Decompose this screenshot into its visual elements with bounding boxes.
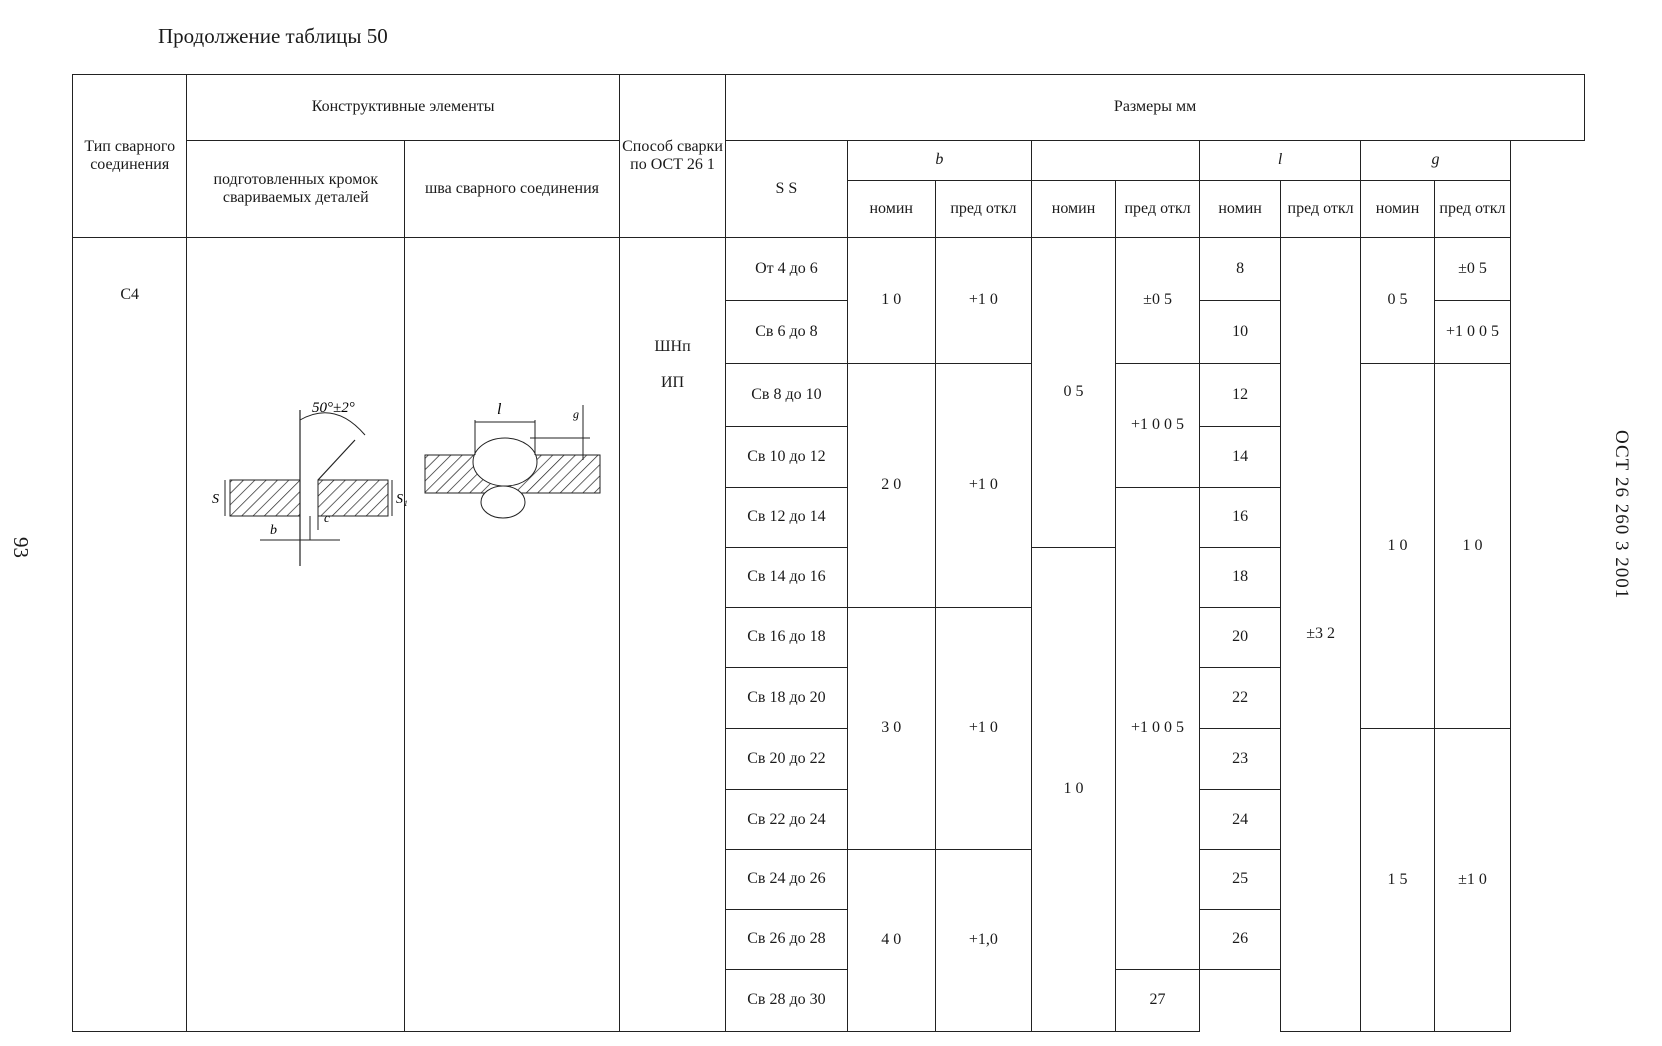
l-nom-12: 26 (1200, 910, 1281, 970)
b-label: b (270, 523, 277, 538)
l-nom-4: 14 (1200, 426, 1281, 487)
c-dev-2: +1 0 0 5 (1116, 363, 1200, 487)
c-dev-1: ±0 5 (1116, 237, 1200, 363)
c-dev-3: +1 0 0 5 (1116, 487, 1200, 969)
header-g-nom: номин (1361, 181, 1435, 238)
l-nom-6: 18 (1200, 547, 1281, 607)
prep-drawing-cell (187, 237, 405, 1031)
header-c-dev: пред откл (1116, 181, 1200, 238)
s-row-7: Св 16 до 18 (726, 607, 848, 668)
b-nom-4: 4 0 (847, 850, 935, 1032)
l-nom-13: 27 (1116, 969, 1200, 1031)
l-nom-11: 25 (1200, 850, 1281, 910)
header-l-nom: номин (1200, 181, 1281, 238)
weld-joint-drawing (425, 390, 625, 540)
s-row-1: От 4 до 6 (726, 237, 848, 300)
b-dev-1: +1 0 (935, 237, 1031, 363)
type-value: С4 (73, 237, 187, 1031)
header-b-dev: пред откл (935, 181, 1031, 238)
b-dev-2: +1 0 (935, 363, 1031, 607)
method-1: ШНп (654, 337, 691, 355)
l-nom-8: 22 (1200, 668, 1281, 729)
method-2: ИП (660, 374, 685, 392)
b-nom-1: 1 0 (847, 237, 935, 363)
s1-label: S₁ (396, 492, 408, 507)
g-nom-2: 1 0 (1361, 363, 1435, 729)
s-row-9: Св 20 до 22 (726, 729, 848, 790)
s-label: S (212, 492, 219, 507)
header-b-nom: номин (847, 181, 935, 238)
g-dev-4: ±1 0 (1435, 729, 1511, 1032)
s-row-2: Св 6 до 8 (726, 300, 848, 363)
l-nom-9: 23 (1200, 729, 1281, 790)
l-nom-10: 24 (1200, 790, 1281, 850)
angle-label: 50°±2° (312, 400, 355, 416)
s-row-13: Св 28 до 30 (726, 969, 848, 1031)
l-nom-5: 16 (1200, 487, 1281, 547)
l-nom-2: 10 (1200, 300, 1281, 363)
g-dev-3: 1 0 (1435, 363, 1511, 729)
g-nom-1: 0 5 (1361, 237, 1435, 363)
s-row-8: Св 18 до 20 (726, 668, 848, 729)
header-method: Способ сварки по ОСТ 26 1 (619, 75, 725, 238)
prep-edges-drawing (212, 390, 420, 580)
left-plate (230, 480, 300, 516)
b-dev-4: +1,0 (935, 850, 1031, 1032)
lower-weld-bead (481, 486, 525, 518)
weld-drawing-cell (405, 237, 620, 1031)
l-nom-3: 12 (1200, 363, 1281, 426)
header-c (1031, 141, 1199, 181)
l-nom-7: 20 (1200, 607, 1281, 668)
header-prep: подготовленных кромок свариваемых деталей (187, 141, 405, 238)
s-row-6: Св 14 до 16 (726, 547, 848, 607)
g-nom-3: 1 5 (1361, 729, 1435, 1032)
c-label: c (324, 510, 330, 525)
header-s: S S (726, 141, 848, 238)
upper-weld-bead (473, 438, 537, 486)
header-elements: Конструктивные элементы (187, 75, 619, 141)
method-value (619, 237, 725, 1031)
c-nom-2: 1 0 (1031, 547, 1115, 1031)
header-g-dev: пред откл (1435, 181, 1511, 238)
l-nom-1: 8 (1200, 237, 1281, 300)
s-row-5: Св 12 до 14 (726, 487, 848, 547)
s-row-4: Св 10 до 12 (726, 426, 848, 487)
s-row-3: Св 8 до 10 (726, 363, 848, 426)
g-dev-2: +1 0 0 5 (1435, 300, 1511, 363)
l-dim-label: l (497, 401, 502, 418)
s-row-11: Св 24 до 26 (726, 850, 848, 910)
header-type: Тип сварного соединения (73, 75, 187, 238)
document-code: ОСТ 26 260 3 2001 (1611, 430, 1632, 600)
header-l-dev: пред откл (1281, 181, 1361, 238)
table-caption: Продолжение таблицы 50 (158, 24, 388, 48)
l-dev: ±3 2 (1281, 237, 1361, 1031)
b-nom-2: 2 0 (847, 363, 935, 607)
b-dev-3: +1 0 (935, 607, 1031, 850)
page-number: 93 (9, 537, 33, 558)
header-c-nom: номин (1031, 181, 1115, 238)
s-row-12: Св 26 до 28 (726, 910, 848, 970)
header-l: l (1200, 141, 1361, 181)
c-nom-1: 0 5 (1031, 237, 1115, 547)
header-g: g (1361, 141, 1511, 181)
s-row-10: Св 22 до 24 (726, 790, 848, 850)
g-dev-1: ±0 5 (1435, 237, 1511, 300)
header-b: b (847, 141, 1031, 181)
g-label: g (573, 407, 579, 421)
header-dimensions: Размеры мм (726, 75, 1585, 141)
b-nom-3: 3 0 (847, 607, 935, 850)
header-weld: шва сварного соединения (405, 141, 620, 238)
